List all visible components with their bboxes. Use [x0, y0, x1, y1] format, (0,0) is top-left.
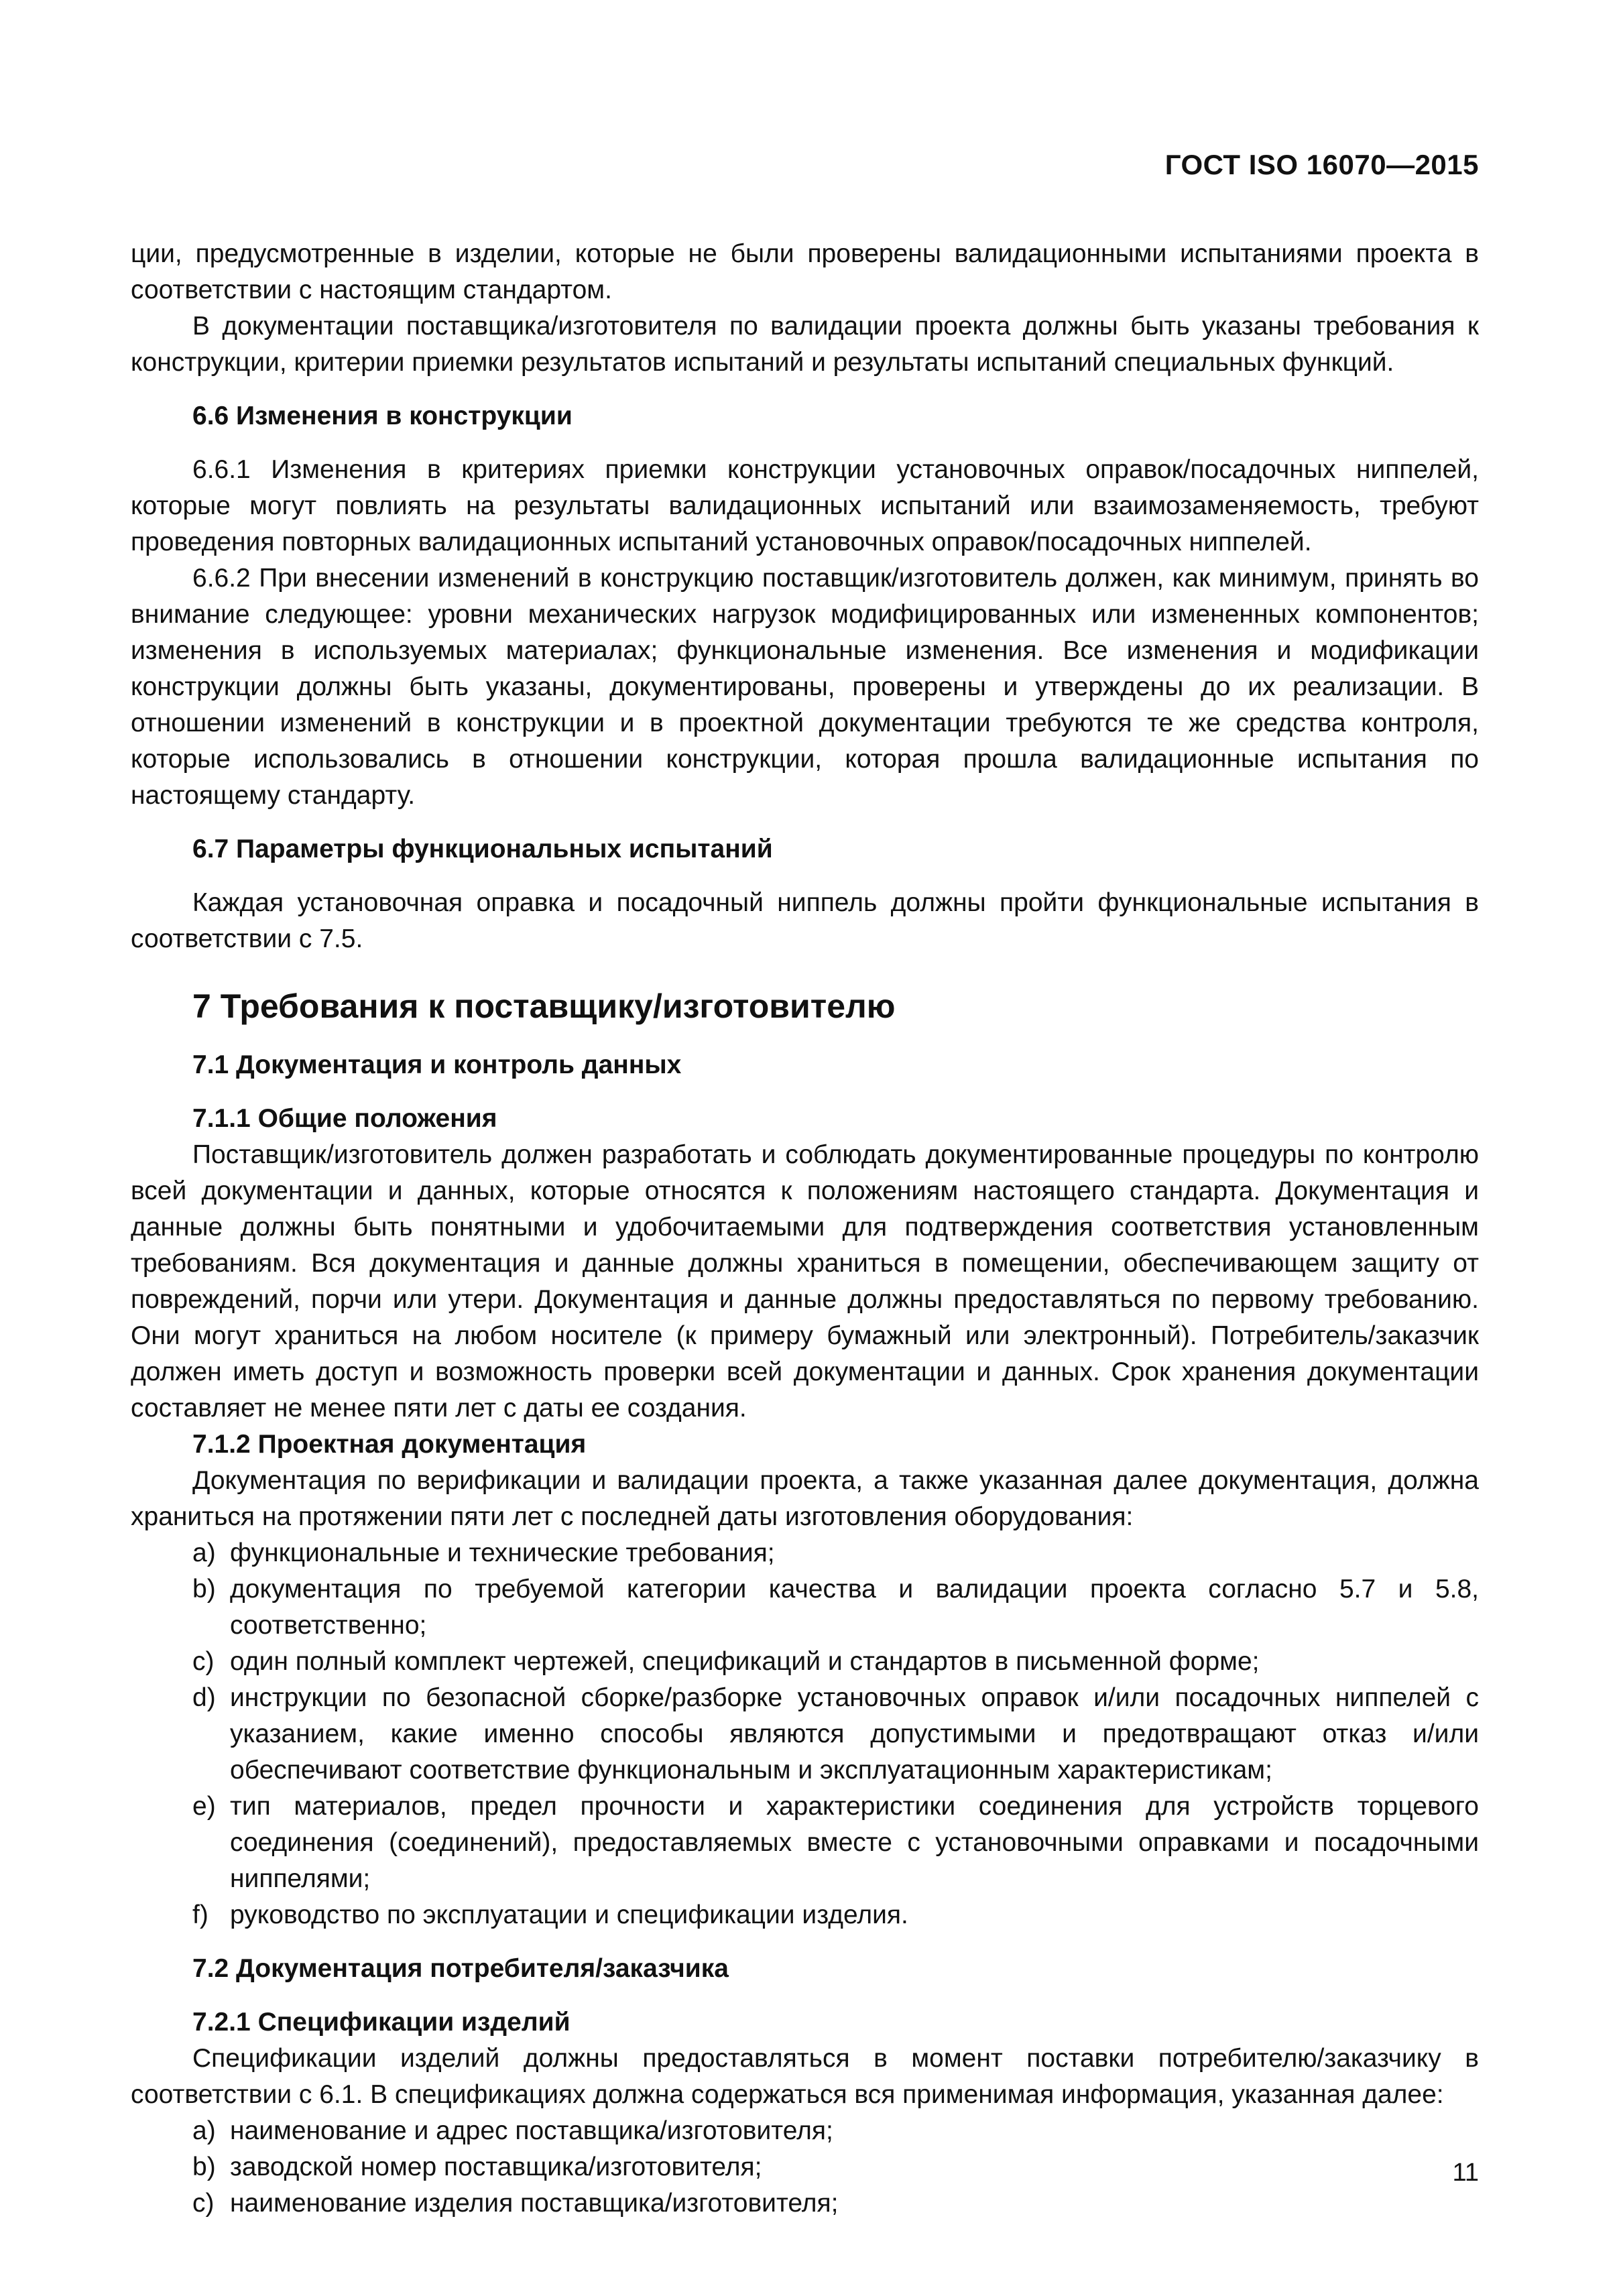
heading-7-2: 7.2 Документация потребителя/заказчика — [192, 1954, 729, 1983]
list-7-2-1 — [131, 2113, 1479, 2222]
document-header: ГОСТ ISO 16070—2015 — [1164, 149, 1479, 180]
paragraph-design-docs: В документации поставщика/изготовителя по валидации проекта должны быть указаны требования к конструкции, критерии приемки результатов испытаний и результаты испытаний специальных функций. — [131, 312, 1479, 377]
paragraph-7-1-2: Документация по верификации и валидации проекта, а также указанная далее документация, должна храниться на протяжении пяти лет с последней даты изготовления оборудования: — [131, 1466, 1479, 1531]
heading-7-1: 7.1 Документация и контроль данных — [192, 1050, 682, 1079]
list-item: е) тип материалов, предел прочности и характеристики соединения для устройств торцевого соединения (соединений), предоставляемых вместе с установочными оправками и посадочными ниппелями; — [192, 1792, 1479, 1893]
list-item: а) наименование и адрес поставщика/изготовителя; — [192, 2116, 833, 2145]
heading-7-1-1: 7.1.1 Общие положения — [192, 1104, 497, 1133]
heading-7-1-2: 7.1.2 Проектная документация — [192, 1430, 587, 1459]
heading-6-7: 6.7 Параметры функциональных испытаний — [192, 835, 773, 863]
list-item: а) функциональные и технические требования; — [192, 1538, 775, 1567]
list-item: d) инструкции по безопасной сборке/разборке установочных оправок и/или посадочных ниппелей с указанием, какие именно способы являются допустимыми и предотвращают отказ и/или обеспечивают соответствие функциональным и эксплуатационным характеристикам; — [192, 1683, 1479, 1785]
page-body — [131, 236, 1479, 2222]
heading-6-6: 6.6 Изменения в конструкции — [192, 402, 573, 430]
paragraph-6-7: Каждая установочная оправка и посадочный ниппель должны пройти функциональные испытания в соответствии с 7.5. — [131, 888, 1479, 953]
paragraph-6-6-1: 6.6.1 Изменения в критериях приемки конструкции установочных оправок/посадочных ниппелей, которые могут повлиять на результаты валидационных испытаний или взаимозаменяемость, требуют проведения повторных валидационных испытаний установочных оправок/посадочных ниппелей. — [131, 455, 1479, 556]
heading-7: 7 Требования к поставщику/изготовителю — [192, 987, 896, 1025]
paragraph-6-6-2: 6.6.2 При внесении изменений в конструкцию поставщик/изготовитель должен, как минимум, принять во внимание следующее: уровни механических нагрузок модифицированных или измененных компонентов; изменения в используемых материалах; функциональные изменения. Все изменения и модификации конструкции должны быть указаны, документированы, проверены и утверждены до их реализации. В отношении изменений в конструкции и в проектной документации требуются те же средства контроля, которые использовались в отношении конструкции, которая прошла валидационные испытания по настоящему стандарту. — [131, 564, 1479, 810]
list-7-1-2 — [131, 1535, 1479, 1933]
paragraph-7-2-1: Спецификации изделий должны предоставляться в момент поставки потребителю/заказчику в соответствии с 6.1. В спецификациях должна содержаться вся применимая информация, указанная далее: — [131, 2044, 1479, 2109]
paragraph-continuation: ции, предусмотренные в изделии, которые не были проверены валидационными испытаниями проекта в соответствии с настоящим стандартом. — [131, 239, 1479, 304]
list-item: b) документация по требуемой категории качества и валидации проекта согласно 5.7 и 5.8, соответственно; — [192, 1575, 1479, 1640]
list-item: f) руководство по эксплуатации и спецификации изделия. — [192, 1900, 908, 1929]
page-number: 11 — [1452, 2159, 1479, 2187]
paragraph-7-1-1: Поставщик/изготовитель должен разработать и соблюдать документированные процедуры по контролю всей документации и данных, которые относятся к положениям настоящего стандарта. Документация и данные должны быть понятными и удобочитаемыми для подтверждения соответствия установленным требованиям. Вся документация и данные должны храниться в помещении, обеспечивающем защиту от повреждений, порчи или утери. Документация и данные должны предоставляться по первому требованию. Они могут храниться на любом носителе (к примеру бумажный или электронный). Потребитель/заказчик должен иметь доступ и возможность проверки всей документации и данных. Срок хранения документации составляет не менее пяти лет с даты ее создания. — [131, 1140, 1479, 1423]
list-item: с) наименование изделия поставщика/изготовителя; — [192, 2189, 839, 2218]
list-item: b) заводской номер поставщика/изготовителя; — [192, 2153, 762, 2181]
heading-7-2-1: 7.2.1 Спецификации изделий — [192, 2008, 570, 2037]
list-item: с) один полный комплект чертежей, спецификаций и стандартов в письменной форме; — [192, 1647, 1260, 1676]
